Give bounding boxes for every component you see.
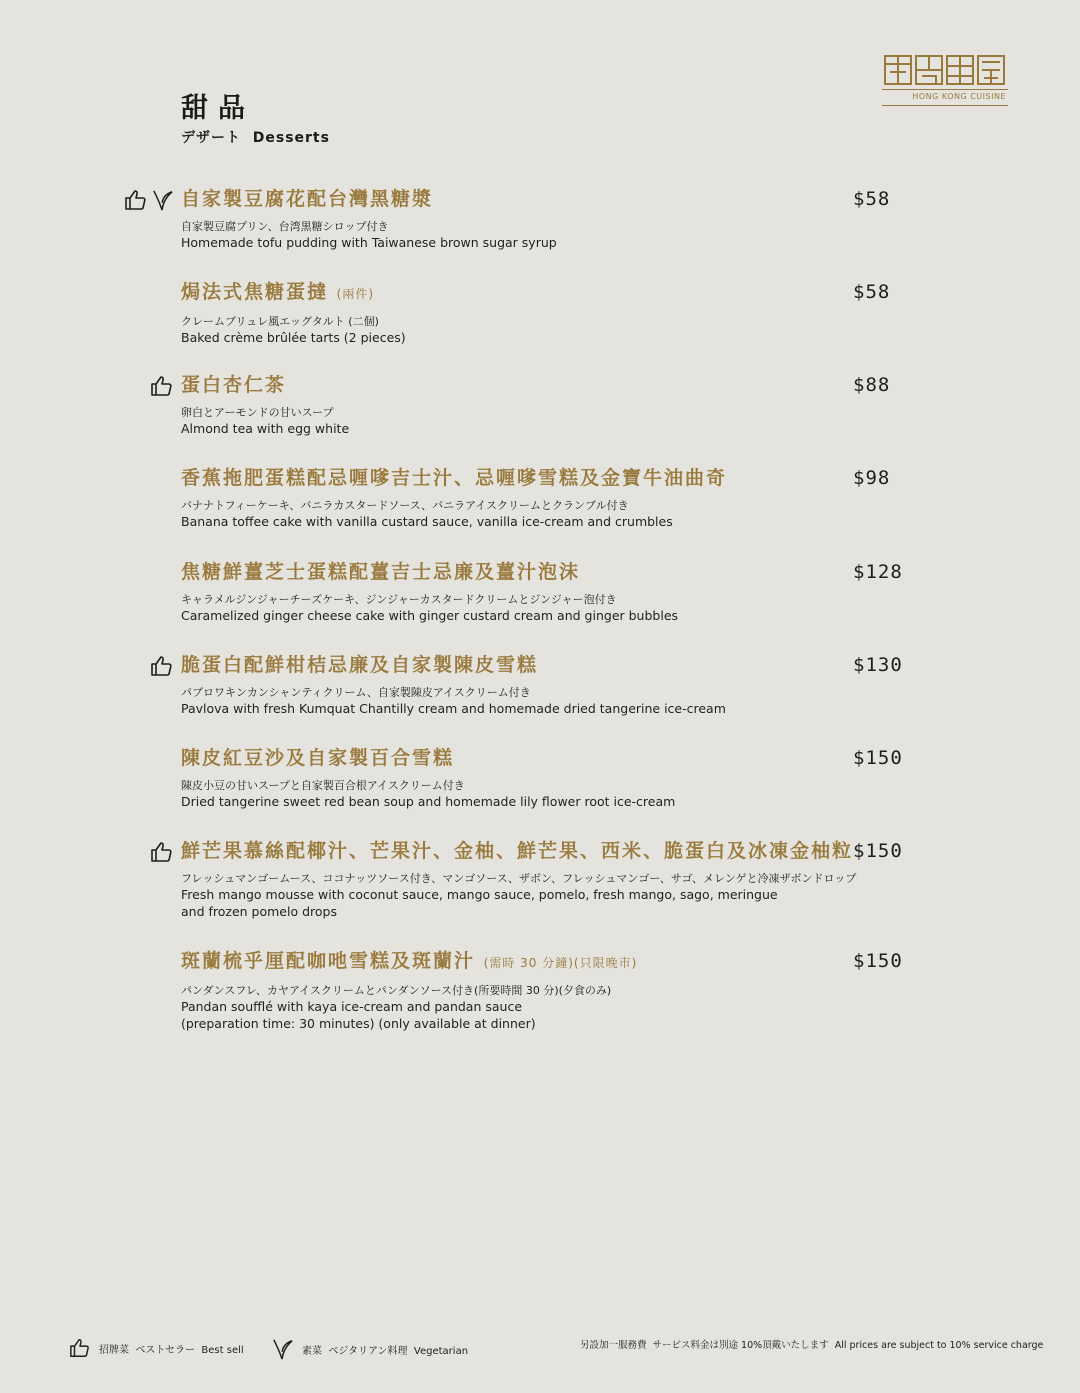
service-charge-text: 另設加一服務費 サービス料金は別途 10%頂戴いたします All prices are subject to 10% service charge <box>580 1340 1044 1351</box>
menu-item-name-en: Caramelized ginger cheese cake with ginger custard cream and ginger bubbles <box>181 608 679 623</box>
menu-item-name-en: Pavlova with fresh Kumquat Chantilly cream and homemade dried tangerine ice-cream <box>181 701 726 716</box>
logo-rule <box>882 105 1008 106</box>
legend-best-sell-label: 招牌菜 ベストセラー Best sell <box>99 1344 244 1356</box>
menu-item-price: $98 <box>853 467 891 489</box>
thumbs-up-icon <box>69 1337 91 1359</box>
menu-item-note: (兩件) <box>336 287 375 301</box>
menu-item-icons <box>150 840 174 864</box>
menu-item-name-en: Pandan soufflé with kaya ice-cream and pandan sauce (preparation time: 30 minutes) (only available at dinner) <box>181 999 536 1031</box>
service-charge-note <box>580 1337 1043 1351</box>
menu-item <box>181 560 1001 624</box>
menu-item-icons <box>150 654 174 678</box>
menu-item-name-zh: 鮮芒果慕絲配椰汁、芒果汁、金柚、鮮芒果、西米、脆蛋白及冰凍金柚粒 <box>181 840 854 862</box>
menu-item-name-zh: 陳皮紅豆沙及自家製百合雪糕 <box>181 747 455 769</box>
menu-item-name-zh: 焗法式焦糖蛋撻 <box>181 281 329 303</box>
menu-item-name-jp: 陳皮小豆の甘いスープと自家製百合根アイスクリーム付き <box>181 779 465 792</box>
menu-item-name-en: Fresh mango mousse with coconut sauce, mango sauce, pomelo, fresh mango, sago, meringue and frozen pomelo drops <box>181 887 778 919</box>
menu-item-price: $130 <box>853 654 903 676</box>
menu-item-icons <box>124 188 174 212</box>
thumbs-up-icon <box>150 374 174 398</box>
menu-item <box>181 280 1001 346</box>
brand-logo <box>882 52 1008 108</box>
menu-item-price: $58 <box>853 188 891 210</box>
menu-item-name-zh: 斑蘭梳乎厘配咖吔雪糕及斑蘭汁 <box>181 950 476 972</box>
menu-item-note: (需時 30 分鐘)(只限晚市) <box>483 956 638 970</box>
thumbs-up-icon <box>150 654 174 678</box>
menu-item-price: $150 <box>853 950 903 972</box>
menu-item-name-zh: 自家製豆腐花配台灣黑糖漿 <box>181 188 434 210</box>
menu-item-price: $150 <box>853 840 903 862</box>
menu-item-name-jp: バナナトフィーケーキ、バニラカスタードソース、バニラアイスクリームとクランブル付き <box>181 499 629 512</box>
thumbs-up-icon <box>150 840 174 864</box>
menu-item-name-zh: 焦糖鮮薑芝士蛋糕配薑吉士忌廉及薑汁泡沫 <box>181 561 581 583</box>
menu-item-name-jp: パンダンスフレ、カヤアイスクリームとパンダンソース付き(所要時間 30 分)(夕食のみ) <box>181 984 612 997</box>
menu-item-name-en: Homemade tofu pudding with Taiwanese brown sugar syrup <box>181 235 557 250</box>
menu-item-name-zh: 香蕉拖肥蛋糕配忌喱嗲吉士汁、忌喱嗲雪糕及金寶牛油曲奇 <box>181 467 728 489</box>
menu-item-name-en: Almond tea with egg white <box>181 421 350 436</box>
thumbs-up-icon <box>124 188 148 212</box>
legend-vegetarian-label: 素菜 ベジタリアン料理 Vegetarian <box>302 1345 469 1357</box>
menu-item-icons <box>150 374 174 398</box>
menu-item-name-jp: クレームブリュレ風エッグタルト (二個) <box>181 315 379 328</box>
legend-vegetarian <box>272 1337 468 1361</box>
leaf-icon <box>272 1337 294 1361</box>
menu-item <box>181 187 1001 251</box>
logo-rule <box>882 89 1008 90</box>
menu-item-name-zh: 蛋白杏仁茶 <box>181 374 287 396</box>
menu-item-price: $58 <box>853 281 891 303</box>
menu-item-name-en: Baked crème brûlée tarts (2 pieces) <box>181 330 406 345</box>
legend-best-sell <box>69 1337 244 1359</box>
menu-item-name-jp: キャラメルジンジャーチーズケーキ、ジンジャーカスタードクリームとジンジャー泡付き <box>181 593 617 606</box>
menu-item <box>181 653 1001 717</box>
menu-item <box>181 839 1001 920</box>
leaf-icon <box>152 188 174 212</box>
menu-item-price: $150 <box>853 747 903 769</box>
menu-item-price: $128 <box>853 561 903 583</box>
menu-item-name-en: Dried tangerine sweet red bean soup and homemade lily flower root ice-cream <box>181 794 676 809</box>
section-subtitle: デザート Desserts <box>181 130 330 146</box>
menu-item-name-jp: フレッシュマンゴームース、ココナッツソース付き、マンゴソース、ザボン、フレッシュマンゴー、サゴ、メレンゲと冷凍ザボンドロップ <box>181 872 857 885</box>
menu-item-name-jp: 卵白とアーモンドの甘いスープ <box>181 406 334 419</box>
section-title: 甜品 <box>181 93 255 124</box>
brand-tagline: HONG KONG CUISINE <box>912 92 1006 101</box>
menu-item-name-zh: 脆蛋白配鮮柑桔忌廉及自家製陳皮雪糕 <box>181 654 539 676</box>
menu-item <box>181 373 1001 437</box>
brand-logo-mark <box>882 52 1008 90</box>
menu-item-name-jp: パブロワキンカンシャンティクリーム、自家製陳皮アイスクリーム付き <box>181 686 531 699</box>
menu-item-price: $88 <box>853 374 891 396</box>
menu-item <box>181 746 1001 810</box>
menu-item-name-jp: 自家製豆腐プリン、台湾黒糖シロップ付き <box>181 220 389 233</box>
section-heading <box>181 93 330 147</box>
menu-item <box>181 466 1001 530</box>
menu-item-name-en: Banana toffee cake with vanilla custard sauce, vanilla ice-cream and crumbles <box>181 514 673 529</box>
menu-item <box>181 949 1001 1032</box>
